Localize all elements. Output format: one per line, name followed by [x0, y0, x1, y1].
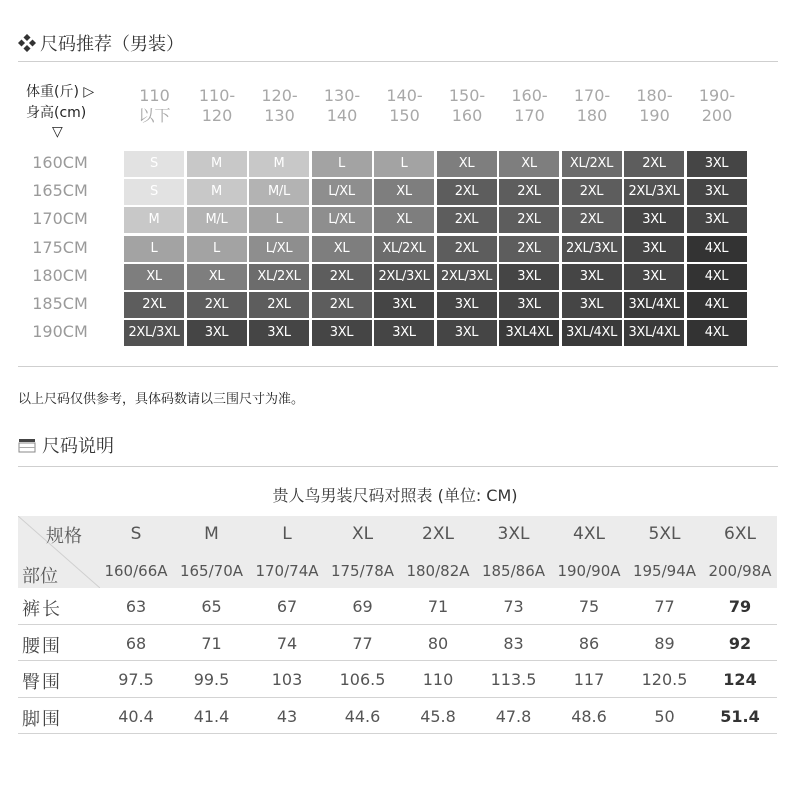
size-cell: 3XL — [499, 292, 559, 318]
size-cell: 3XL — [249, 320, 309, 346]
height-row-header: 160CM — [32, 153, 88, 172]
weight-axis-label: 体重(斤) ▷ — [26, 84, 95, 100]
size-code-header: 160/66A — [104, 562, 168, 580]
size-cell: 2XL — [437, 179, 497, 205]
measurement-value: 65 — [201, 597, 222, 616]
size-cell: 2XL — [249, 292, 309, 318]
measurement-name: 臀围 — [22, 672, 62, 693]
measurement-value: 69 — [352, 597, 373, 616]
size-cell: 2XL/3XL — [437, 264, 497, 290]
size-cell: 2XL/3XL — [562, 236, 622, 262]
size-cell: L — [187, 236, 247, 262]
size-cell: L/XL — [312, 179, 372, 205]
measurement-value: 89 — [654, 633, 675, 653]
size-cell: 2XL — [499, 179, 559, 205]
size-cell: 3XL — [624, 236, 684, 262]
measurement-value: 40.4 — [118, 706, 154, 726]
weight-range-line: 150 — [389, 106, 420, 125]
size-code-header: 185/86A — [481, 562, 546, 580]
size-code-header: 175/78A — [330, 562, 395, 580]
measurement-value: 92 — [728, 633, 752, 653]
weight-column-header — [437, 86, 498, 126]
size-cell: 2XL — [187, 292, 247, 318]
measurement-value: 73 — [503, 597, 524, 616]
size-cell: 2XL — [624, 151, 684, 177]
measurement-value: 80 — [427, 633, 449, 653]
size-cell: 3XL — [687, 151, 747, 177]
weight-range-line: 140- — [386, 86, 423, 105]
down-triangle-icon: ▽ — [52, 124, 63, 140]
size-code-header: 180/82A — [406, 562, 470, 580]
size-column-header: M — [204, 524, 219, 544]
size-column-header: 3XL — [497, 524, 530, 544]
table-row-divider — [18, 624, 777, 625]
size-column-header: 6XL — [724, 524, 756, 544]
measurement-value: 68 — [125, 633, 147, 653]
measurement-value: 86 — [578, 633, 600, 653]
size-cell: 3XL — [624, 207, 684, 233]
section-divider — [18, 466, 778, 467]
size-cell: 2XL — [499, 236, 559, 262]
size-cell: 3XL — [562, 292, 622, 318]
weight-range-line: 110- — [198, 86, 236, 105]
size-cell: 2XL — [499, 207, 559, 233]
height-row-header: 190CM — [32, 322, 88, 342]
weight-range-line: 120 — [201, 106, 233, 125]
size-cell: 2XL — [124, 292, 184, 318]
size-cell: XL — [124, 264, 184, 290]
weight-column-header — [374, 86, 435, 126]
size-cell: 3XL — [687, 207, 747, 233]
reference-note: 以上尺码仅供参考，具体码数请以三围尺寸为准。 — [18, 392, 305, 407]
table-icon — [18, 437, 36, 453]
size-column-header: 4XL — [573, 524, 605, 544]
size-cell: 3XL — [437, 320, 497, 346]
measurement-value: 77 — [654, 597, 675, 616]
size-cell: 4XL — [687, 320, 747, 346]
size-cell: 3XL — [312, 320, 372, 346]
size-cell: XL/2XL — [562, 151, 622, 177]
section-title-text: 尺码推荐（男装） — [40, 34, 184, 55]
measurement-value: 63 — [125, 597, 147, 616]
size-cell: L — [312, 151, 372, 177]
measurement-value: 97.5 — [118, 670, 154, 689]
size-code-header: 190/90A — [557, 562, 621, 580]
measurement-value: 83 — [503, 633, 524, 653]
measurement-value: 103 — [271, 670, 303, 689]
measurement-value: 51.4 — [720, 706, 760, 726]
size-column-header: L — [282, 524, 292, 544]
weight-range-line: 200 — [701, 106, 733, 125]
size-cell: 2XL/3XL — [374, 264, 434, 290]
part-label: 部位 — [22, 566, 58, 587]
size-cell: 3XL — [499, 264, 559, 290]
measurement-name: 腰围 — [22, 635, 62, 657]
measurement-value: 110 — [422, 670, 454, 689]
size-cell: 2XL/3XL — [624, 179, 684, 205]
weight-range-line: 190 — [639, 106, 670, 125]
size-cell: L — [124, 236, 184, 262]
size-cell: 3XL/4XL — [562, 320, 622, 346]
size-cell: 4XL — [687, 292, 747, 318]
measurement-value: 71 — [427, 597, 449, 616]
height-row-header: 185CM — [32, 294, 88, 313]
weight-column-header — [562, 86, 623, 126]
section-divider — [18, 366, 778, 367]
size-cell: S — [124, 179, 184, 205]
size-cell: 2XL — [312, 292, 372, 318]
size-cell: 3XL/4XL — [624, 292, 684, 318]
size-cell: S — [124, 151, 184, 177]
section-title-size-description — [18, 432, 114, 458]
size-cell: M — [187, 151, 247, 177]
measurement-value: 106.5 — [339, 670, 386, 689]
size-cell: 3XL — [687, 179, 747, 205]
height-axis-label: 身高(cm) — [26, 105, 87, 121]
size-cell: XL — [437, 151, 497, 177]
size-cell: 3XL — [374, 292, 434, 318]
size-code-header: 195/94A — [632, 562, 697, 580]
weight-range-line: 160 — [451, 106, 483, 125]
measurement-value: 99.5 — [193, 670, 230, 689]
measurement-value: 120.5 — [641, 670, 688, 689]
size-cell: XL — [499, 151, 559, 177]
section-title-text: 尺码说明 — [42, 436, 114, 457]
measurement-value: 79 — [728, 597, 752, 616]
measurement-value: 41.4 — [193, 706, 230, 726]
size-cell: 3XL — [187, 320, 247, 346]
measurement-value: 117 — [573, 670, 605, 689]
table-row-divider — [18, 660, 777, 661]
size-cell: 2XL — [437, 236, 497, 262]
size-cell: 2XL — [562, 179, 622, 205]
weight-range-line: 120- — [261, 86, 298, 105]
weight-range-line: 170- — [573, 86, 611, 105]
weight-range-line: 160- — [511, 86, 548, 105]
weight-column-header — [687, 86, 748, 126]
table-row-divider — [18, 733, 777, 734]
size-code-header: 170/74A — [255, 562, 319, 580]
size-column-header: XL — [351, 524, 374, 544]
size-cell: 3XL4XL — [499, 320, 559, 346]
weight-range-line: 130 — [264, 106, 295, 125]
weight-column-header — [499, 86, 560, 126]
weight-range-line: 140 — [326, 106, 358, 125]
weight-range-line: 130- — [323, 86, 361, 105]
measurement-name: 裤长 — [22, 599, 62, 620]
size-cell: L — [249, 207, 309, 233]
size-cell: 3XL — [437, 292, 497, 318]
size-cell: M/L — [187, 207, 247, 233]
size-cell: 3XL — [624, 264, 684, 290]
diamond-bullet-icon — [18, 34, 36, 52]
height-row-header: 180CM — [32, 265, 88, 285]
size-cell: 2XL/3XL — [124, 320, 184, 346]
size-cell: 3XL/4XL — [624, 320, 684, 346]
measurement-value: 77 — [352, 633, 373, 653]
measurement-value: 75 — [578, 597, 600, 616]
size-cell: 2XL — [312, 264, 372, 290]
table-row-divider — [18, 697, 777, 698]
height-row-header: 170CM — [32, 209, 88, 229]
weight-range-line: 170 — [514, 106, 545, 125]
weight-column-header — [249, 86, 310, 126]
weight-column-header — [187, 86, 248, 126]
size-cell: XL — [187, 264, 247, 290]
weight-column-header — [312, 86, 373, 126]
measurement-value: 48.6 — [571, 706, 607, 726]
size-cell: 2XL — [437, 207, 497, 233]
weight-column-header — [124, 86, 185, 126]
measurement-value: 50 — [654, 706, 675, 726]
weight-range-line: 180 — [576, 106, 608, 125]
section-divider — [18, 61, 778, 62]
weight-column-header — [624, 86, 685, 126]
weight-range-line: 110 — [139, 86, 170, 105]
weight-range-line: 150- — [448, 86, 486, 105]
measurement-value: 47.8 — [495, 706, 532, 726]
grid-corner-header — [26, 82, 94, 140]
measurement-value: 43 — [276, 706, 298, 726]
weight-range-line: 以下 — [138, 106, 171, 125]
size-cell: L/XL — [249, 236, 309, 262]
size-cell: XL/2XL — [249, 264, 309, 290]
weight-range-line: 190- — [698, 86, 736, 105]
measurement-value: 74 — [276, 633, 298, 653]
size-cell: 3XL — [562, 264, 622, 290]
size-column-header: 5XL — [648, 524, 681, 544]
spec-label: 规格 — [46, 526, 82, 547]
height-row-header: 175CM — [32, 237, 88, 257]
size-code-header: 200/98A — [708, 562, 772, 580]
size-cell: XL/2XL — [374, 236, 434, 262]
size-cell: 2XL — [562, 207, 622, 233]
size-cell: L — [374, 151, 434, 177]
size-cell: M — [124, 207, 184, 233]
size-cell: L/XL — [312, 207, 372, 233]
size-code-header: 165/70A — [179, 562, 244, 580]
size-cell: XL — [312, 236, 372, 262]
measurement-value: 71 — [201, 633, 222, 653]
measurement-value: 44.6 — [344, 706, 381, 726]
measurement-value: 67 — [276, 597, 298, 616]
size-cell: M — [187, 179, 247, 205]
size-cell: M — [249, 151, 309, 177]
size-cell: M/L — [249, 179, 309, 205]
measurement-name: 脚围 — [22, 708, 62, 730]
size-table-caption: 贵人鸟男装尺码对照表 (单位: CM) — [272, 486, 518, 505]
size-cell: XL — [374, 207, 434, 233]
measurement-value: 45.8 — [420, 706, 456, 726]
size-cell: 3XL — [374, 320, 434, 346]
size-column-header: 2XL — [422, 524, 454, 544]
weight-range-line: 180- — [636, 86, 673, 105]
measurement-value: 124 — [723, 670, 757, 689]
height-row-header: 165CM — [32, 181, 88, 201]
measurement-value: 113.5 — [490, 670, 537, 689]
size-column-header: S — [130, 524, 142, 544]
size-cell: 4XL — [687, 236, 747, 262]
size-cell: 4XL — [687, 264, 747, 290]
section-title-size-recommendation — [18, 30, 184, 56]
size-cell: XL — [374, 179, 434, 205]
